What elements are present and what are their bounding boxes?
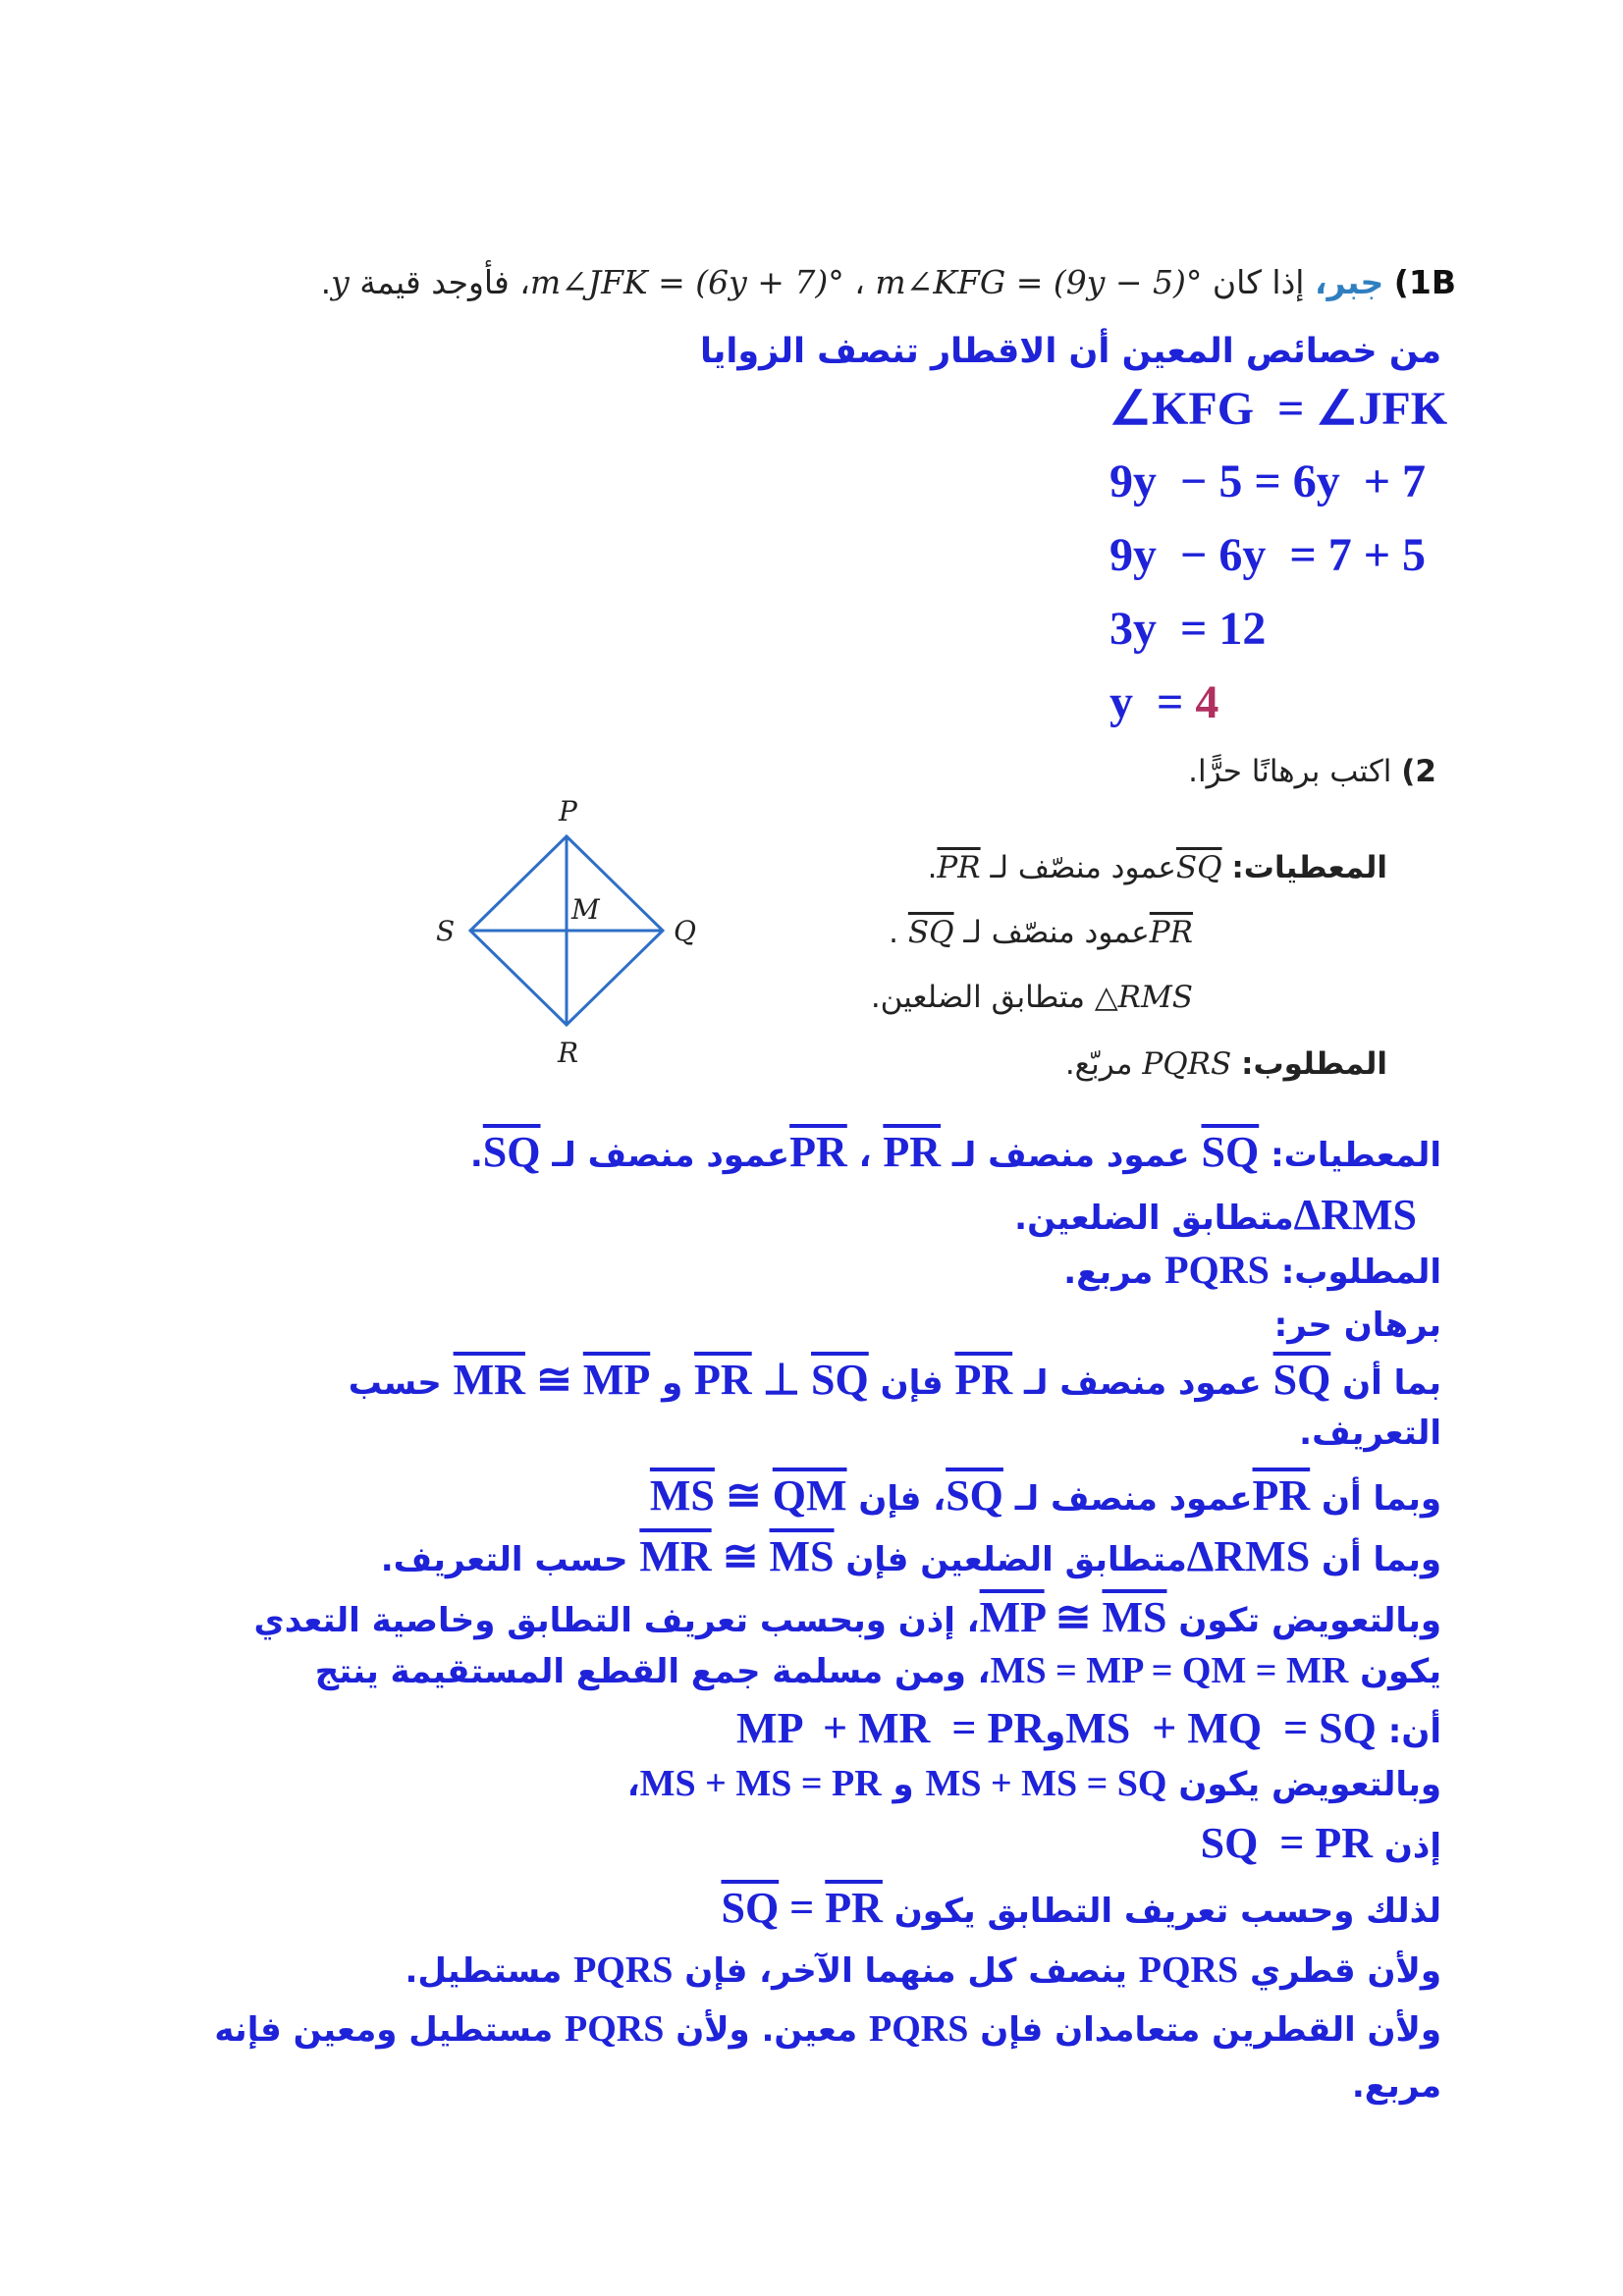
problem-2-text: اكتب برهانًا حرًّا. — [1188, 754, 1392, 789]
congruence-relation — [980, 1593, 1167, 1641]
text: $\overline{MR}$ — [639, 1532, 712, 1580]
text: فإن — [880, 1363, 944, 1403]
problem-number: 1B) — [1393, 263, 1456, 301]
perpendicular-relation — [694, 1356, 869, 1404]
proof-step-7 — [627, 1762, 1441, 1805]
proof-step-2 — [650, 1470, 1441, 1521]
text: ولأن قطري — [1249, 1951, 1441, 1991]
text: يكون — [1360, 1652, 1441, 1691]
label-m: M — [571, 893, 600, 926]
shape-pqrs: PQRS — [868, 2008, 969, 2050]
equation-line-3: 9y − 6y = 7 + 5 — [1109, 529, 1427, 581]
text: = — [789, 1884, 815, 1932]
problem-2-number: 2) — [1401, 754, 1436, 789]
proof-step-3 — [381, 1531, 1441, 1581]
text: عمود منصف لـ — [1014, 1479, 1253, 1519]
text: ، — [858, 1136, 872, 1175]
text: أن: — [1387, 1712, 1441, 1751]
text: $\overline{PR}$ — [694, 1356, 752, 1404]
proof-given-line — [470, 1127, 1441, 1177]
segment-sq: $\overline{SQ}$ — [946, 1471, 1003, 1520]
text: ، — [626, 1765, 640, 1804]
triangle-rms: ΔRMS — [1186, 1532, 1311, 1580]
topic-tag: جبر، — [1314, 263, 1384, 301]
label-q: Q — [674, 915, 696, 947]
text: ⊥ — [762, 1356, 801, 1404]
angle-jfk: m∠JFK = (6y + 7)° — [529, 263, 844, 301]
shape-pqrs: PQRS — [573, 1949, 674, 1991]
text: $\overline{MS}$ — [1102, 1593, 1167, 1641]
segment-pr: $\overline{PR}$ — [1149, 915, 1193, 950]
text: ≅ — [725, 1471, 762, 1520]
proof-step-11-cont: مربع. — [1351, 2066, 1441, 2106]
equation-line-2: 9y − 5 = 6y + 7 — [1109, 455, 1427, 507]
equal-segments: MS = MP = QM = MR — [990, 1650, 1349, 1691]
segment-sum-sq: MS + MQ = SQ — [1065, 1704, 1377, 1752]
proof-step-5 — [315, 1649, 1441, 1692]
given-label: المعطيات: — [1231, 850, 1387, 885]
text: متطابق الضلعين فإن — [845, 1540, 1187, 1579]
text: $\overline{MP}$ — [979, 1593, 1045, 1641]
text: و — [893, 1765, 914, 1804]
triangle-rms: ΔRMS — [1293, 1191, 1417, 1239]
text: حسب — [348, 1363, 442, 1403]
text: و — [1045, 1712, 1066, 1751]
proof-step-11 — [214, 2007, 1441, 2051]
text: عمود منصف لـ — [1023, 1363, 1262, 1403]
proof-step-10 — [405, 1949, 1441, 1992]
text: . — [469, 1136, 483, 1175]
shape-pqrs: PQRS — [1142, 1046, 1232, 1082]
segment-sq: $\overline{SQ}$ — [482, 1128, 541, 1176]
text: متطابق الضلعين. — [1014, 1199, 1294, 1238]
problem-text-if: إذا كان — [1212, 263, 1305, 301]
text: ≅ — [535, 1356, 572, 1404]
equation-line-1: ∠KFG = ∠JFK — [1109, 383, 1448, 435]
text: عمود منصف لـ — [951, 1136, 1190, 1175]
target-variable: y — [331, 263, 350, 301]
text: وبما أن — [1322, 1479, 1441, 1519]
label-r: R — [558, 1037, 579, 1069]
text: مربع. — [1063, 1253, 1154, 1292]
text: حسب التعريف. — [380, 1540, 628, 1579]
text: معين. ولأن — [676, 2010, 858, 2050]
period: . — [320, 263, 332, 301]
text: ينصف كل منهما الآخر، فإن — [684, 1951, 1127, 1991]
problem-2-header — [1188, 754, 1436, 789]
text: ≅ — [722, 1532, 759, 1580]
text: $\overline{QM}$ — [772, 1471, 847, 1520]
proof-step-6 — [736, 1703, 1441, 1753]
prove-text: مربّع. — [1064, 1046, 1133, 1082]
congruence-relation — [454, 1356, 651, 1404]
prove-line — [1065, 1046, 1387, 1082]
label-p: P — [559, 795, 577, 828]
proof-prove-label: المطلوب: — [1280, 1253, 1441, 1292]
shape-pqrs: PQRS — [1164, 1248, 1270, 1292]
text: و — [662, 1363, 683, 1403]
proof-given-label: المعطيات: — [1271, 1136, 1441, 1175]
problem-text-find: ، فأوجد قيمة — [359, 263, 530, 301]
segment-sq: $\overline{SQ}$ — [907, 915, 954, 950]
proof-label: برهان حر: — [1273, 1306, 1441, 1345]
segment-sq: $\overline{SQ}$ — [1201, 1128, 1260, 1176]
proof-given-line-2 — [1014, 1190, 1417, 1240]
congruence-relation — [639, 1532, 834, 1580]
text: وبالتعويض يكون — [1178, 1765, 1441, 1804]
proof-step-4 — [254, 1592, 1441, 1642]
text: إذن — [1383, 1827, 1441, 1866]
segment-pr: $\overline{PR}$ — [954, 1356, 1013, 1404]
segment-pr: $\overline{PR}$ — [937, 850, 981, 885]
segment-pr: $\overline{PR}$ — [883, 1128, 942, 1176]
segment-sum-pr: MP + MR = PR — [736, 1704, 1046, 1752]
text: ولأن القطرين متعامدان فإن — [980, 2010, 1441, 2050]
given-line-2: $\overline{PR}عمود$ منصّف لـ $\overline{SQ}$ . — [889, 915, 1193, 950]
text: ≅ — [1055, 1593, 1092, 1641]
proof-step-8 — [1201, 1818, 1441, 1868]
solution-note: من خصائص المعين أن الاقطار تنصف الزوايا — [700, 332, 1441, 371]
angle-kfg: m∠KFG = (9y − 5)° — [875, 263, 1203, 301]
text: ، إذن وبحسب تعريف التطابق وخاصية التعدي — [253, 1601, 980, 1640]
separator: ، — [843, 263, 876, 301]
problem-1b-header — [321, 263, 1456, 301]
text: $\overline{SQ}$ — [811, 1356, 869, 1404]
label-s: S — [436, 915, 456, 947]
text: $\overline{SQ}$ — [721, 1884, 780, 1932]
given-1-text: عمود منصّف لـ — [990, 850, 1176, 885]
answer-value: 4 — [1195, 676, 1219, 728]
given-2-text: عمود منصّف لـ — [963, 915, 1150, 950]
substitution-sq: MS + MS = SQ — [925, 1763, 1167, 1804]
segment-sq: $\overline{SQ}$ — [1175, 850, 1222, 885]
text: $\overline{PR}$ — [825, 1884, 883, 1932]
given-line-3 — [871, 980, 1193, 1015]
triangle-rms: △RMS — [1094, 980, 1193, 1015]
given-3-text: متطابق الضلعين. — [870, 980, 1085, 1015]
congruence-relation — [650, 1471, 847, 1520]
text: مستطيل ومعين فإنه — [214, 2010, 554, 2050]
rhombus-diagram — [422, 785, 736, 1080]
proof-step-1 — [349, 1355, 1441, 1405]
shape-pqrs: PQRS — [564, 2008, 665, 2050]
congruence-relation — [721, 1884, 882, 1932]
text: $\overline{MS}$ — [769, 1532, 835, 1580]
proof-prove-line — [1063, 1247, 1441, 1293]
segment-pr: $\overline{PR}$ — [1252, 1471, 1311, 1520]
equation-line-4: 3y = 12 — [1109, 603, 1267, 655]
text: $\overline{MP}$ — [582, 1356, 651, 1404]
text: وبما أن — [1322, 1540, 1441, 1579]
text: $\overline{MR}$ — [453, 1356, 525, 1404]
text: بما أن — [1342, 1363, 1441, 1403]
text: وبالتعويض تكون — [1178, 1601, 1441, 1640]
prove-label: المطلوب: — [1241, 1046, 1387, 1082]
text: $\overline{MS}$ — [649, 1471, 715, 1520]
given-line-1: المعطيات: $\overline{SQ}عمود$ منصّف لـ $\overline{PR}$. — [927, 850, 1387, 885]
shape-pqrs: PQRS — [1138, 1949, 1239, 1991]
equation-line-5 — [1109, 675, 1218, 729]
text: مستطيل. — [405, 1951, 563, 1991]
text: ، فإن — [858, 1479, 947, 1519]
substitution-pr: MS + MS = PR — [639, 1763, 882, 1804]
segment-sq: $\overline{SQ}$ — [1272, 1356, 1331, 1404]
segment-pr: $\overline{PR}$ — [789, 1128, 847, 1176]
text: ، ومن مسلمة جمع القطع المستقيمة ينتج — [314, 1652, 991, 1691]
proof-step-1-cont: التعريف. — [1299, 1414, 1441, 1453]
text: لذلك وحسب تعريف التطابق يكون — [893, 1892, 1441, 1931]
answer-variable: y = — [1109, 676, 1196, 728]
text: عمود منصف لـ — [552, 1136, 790, 1175]
proof-step-9 — [721, 1883, 1441, 1933]
sq-equals-pr: SQ = PR — [1200, 1819, 1374, 1867]
